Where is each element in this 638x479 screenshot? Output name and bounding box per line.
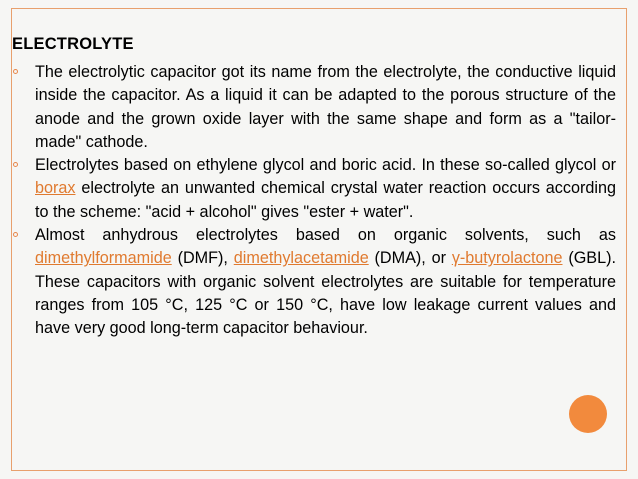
frame-top-line — [11, 8, 627, 9]
circle-bullet-icon — [13, 162, 18, 167]
frame-right-line — [626, 8, 627, 471]
circle-bullet-icon — [13, 232, 18, 237]
bullet-item-3 — [12, 224, 616, 340]
link-gamma-butyrolactone[interactable]: γ-butyrolactone — [451, 249, 563, 268]
bullet-text: (GBL). These capacitors with organic solvent electrolytes are suitable for temperature ranges from 105 °C, 125 °C or 150 °C, have low leakage current values and have very good long-term capacitor behaviour. — [35, 249, 616, 338]
bullet-list — [12, 61, 616, 341]
bullet-text: The electrolytic capacitor got its name from the electrolyte, the conductive liquid inside the capacitor. As a liquid it can be adapted to the porous structure of the anode and the grown oxide layer with the same shape and form as a "tailor-made" cathode. — [35, 63, 616, 151]
bullet-item-1 — [12, 61, 616, 154]
decorative-orange-circle — [569, 395, 607, 433]
slide-title: ELECTROLYTE — [12, 35, 134, 53]
bullet-text: (DMF), — [171, 249, 234, 268]
link-dimethylformamide[interactable]: dimethylformamide — [35, 249, 172, 268]
bullet-text: Electrolytes based on ethylene glycol and boric acid. In these so-called glycol or — [35, 156, 616, 175]
link-dimethylacetamide[interactable]: dimethylacetamide — [233, 249, 369, 268]
frame-bottom-line — [11, 470, 627, 471]
bullet-text: Almost anhydrous electrolytes based on organic solvents, such as — [35, 226, 616, 245]
bullet-item-2 — [12, 154, 616, 224]
circle-bullet-icon — [13, 69, 18, 74]
bullet-text: (DMA), or — [368, 249, 452, 268]
bullet-text: electrolyte an unwanted chemical crystal water reaction occurs according to the scheme: "acid + alcohol" gives "ester + water". — [35, 179, 616, 221]
link-borax[interactable]: borax — [35, 179, 76, 198]
